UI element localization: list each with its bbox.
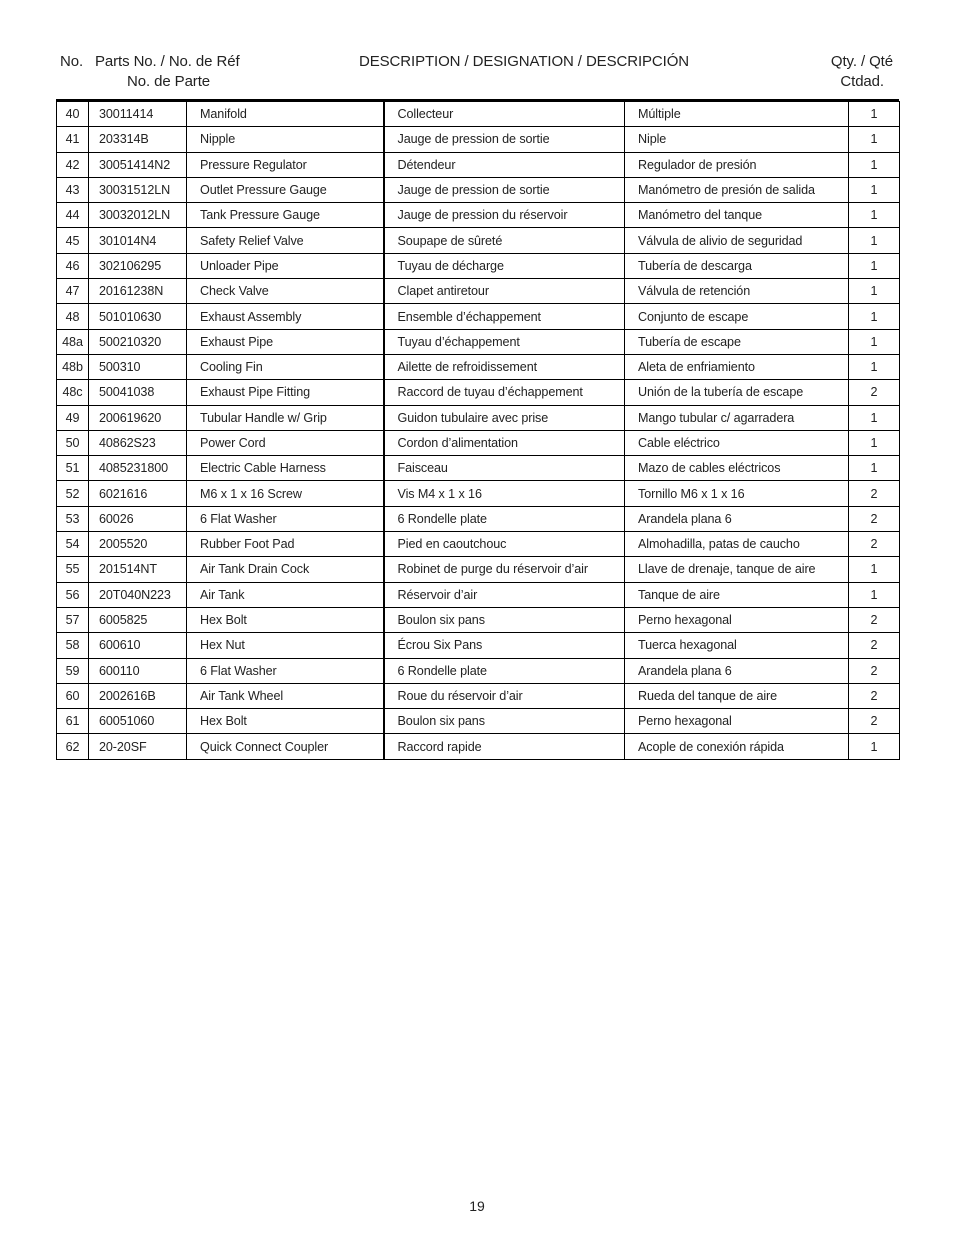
description-es: Cable eléctrico	[625, 430, 849, 455]
page-number: 19	[469, 1198, 485, 1214]
part-number: 60051060	[89, 709, 187, 734]
part-number-index: 49	[57, 405, 89, 430]
description-fr: 6 Rondelle plate	[384, 658, 625, 683]
parts-table	[56, 101, 900, 760]
table-row	[57, 304, 900, 329]
part-number-index: 62	[57, 734, 89, 759]
description-es: Tornillo M6 x 1 x 16	[625, 481, 849, 506]
table-row	[57, 456, 900, 481]
table-row	[57, 380, 900, 405]
part-number-index: 57	[57, 607, 89, 632]
description-es: Válvula de retención	[625, 279, 849, 304]
description-fr: Clapet antiretour	[384, 279, 625, 304]
description-en: Hex Nut	[187, 633, 384, 658]
description-en: Cooling Fin	[187, 354, 384, 379]
description-en: Air Tank Wheel	[187, 683, 384, 708]
description-en: Check Valve	[187, 279, 384, 304]
part-number: 500310	[89, 354, 187, 379]
table-row	[57, 582, 900, 607]
quantity: 2	[849, 633, 900, 658]
part-number-index: 45	[57, 228, 89, 253]
quantity: 1	[849, 734, 900, 759]
part-number-index: 52	[57, 481, 89, 506]
description-es: Perno hexagonal	[625, 709, 849, 734]
description-fr: Raccord rapide	[384, 734, 625, 759]
quantity: 1	[849, 177, 900, 202]
part-number-index: 41	[57, 127, 89, 152]
description-es: Mazo de cables eléctricos	[625, 456, 849, 481]
description-en: M6 x 1 x 16 Screw	[187, 481, 384, 506]
part-number: 20161238N	[89, 279, 187, 304]
quantity: 2	[849, 709, 900, 734]
description-fr: Roue du réservoir d’air	[384, 683, 625, 708]
quantity: 1	[849, 127, 900, 152]
description-en: Hex Bolt	[187, 709, 384, 734]
part-number-index: 48c	[57, 380, 89, 405]
part-number: 2005520	[89, 532, 187, 557]
part-number: 40862S23	[89, 430, 187, 455]
part-number-index: 42	[57, 152, 89, 177]
description-fr: Jauge de pression de sortie	[384, 127, 625, 152]
quantity: 1	[849, 203, 900, 228]
part-number-index: 46	[57, 253, 89, 278]
part-number: 30032012LN	[89, 203, 187, 228]
quantity: 1	[849, 102, 900, 127]
part-number: 30011414	[89, 102, 187, 127]
table-row	[57, 506, 900, 531]
part-number: 600110	[89, 658, 187, 683]
part-number: 50041038	[89, 380, 187, 405]
description-es: Manómetro de presión de salida	[625, 177, 849, 202]
description-fr: Pied en caoutchouc	[384, 532, 625, 557]
part-number-index: 48b	[57, 354, 89, 379]
table-row	[57, 607, 900, 632]
part-number: 600610	[89, 633, 187, 658]
table-row	[57, 127, 900, 152]
description-es: Regulador de presión	[625, 152, 849, 177]
part-number-index: 61	[57, 709, 89, 734]
table-row	[57, 329, 900, 354]
description-en: Manifold	[187, 102, 384, 127]
description-es: Mango tubular c/ agarradera	[625, 405, 849, 430]
quantity: 2	[849, 506, 900, 531]
description-fr: Ailette de refroidissement	[384, 354, 625, 379]
table-row	[57, 405, 900, 430]
description-en: Tank Pressure Gauge	[187, 203, 384, 228]
quantity: 2	[849, 532, 900, 557]
quantity: 1	[849, 228, 900, 253]
description-es: Arandela plana 6	[625, 506, 849, 531]
part-number: 301014N4	[89, 228, 187, 253]
table-row	[57, 279, 900, 304]
description-es: Múltiple	[625, 102, 849, 127]
part-number-index: 48	[57, 304, 89, 329]
part-number: 500210320	[89, 329, 187, 354]
part-number-index: 59	[57, 658, 89, 683]
description-fr: Tuyau d’échappement	[384, 329, 625, 354]
part-number: 30031512LN	[89, 177, 187, 202]
header-description: DESCRIPTION / DESIGNATION / DESCRIPCIÓN	[359, 53, 690, 70]
header-no: No.	[60, 53, 84, 70]
part-number-index: 58	[57, 633, 89, 658]
table-row	[57, 203, 900, 228]
description-en: Exhaust Pipe	[187, 329, 384, 354]
quantity: 1	[849, 405, 900, 430]
description-en: 6 Flat Washer	[187, 506, 384, 531]
description-en: Electric Cable Harness	[187, 456, 384, 481]
description-fr: Boulon six pans	[384, 607, 625, 632]
header-parts-no: Parts No. / No. de Réf	[95, 53, 240, 70]
description-fr: Vis M4 x 1 x 16	[384, 481, 625, 506]
quantity: 2	[849, 658, 900, 683]
description-es: Niple	[625, 127, 849, 152]
part-number-index: 50	[57, 430, 89, 455]
table-row	[57, 633, 900, 658]
description-en: Rubber Foot Pad	[187, 532, 384, 557]
part-number: 203314B	[89, 127, 187, 152]
quantity: 1	[849, 354, 900, 379]
description-fr: Jauge de pression du réservoir	[384, 203, 625, 228]
description-en: Exhaust Assembly	[187, 304, 384, 329]
description-es: Conjunto de escape	[625, 304, 849, 329]
description-en: Outlet Pressure Gauge	[187, 177, 384, 202]
table-row	[57, 709, 900, 734]
description-es: Llave de drenaje, tanque de aire	[625, 557, 849, 582]
quantity: 1	[849, 253, 900, 278]
quantity: 2	[849, 683, 900, 708]
description-es: Tubería de escape	[625, 329, 849, 354]
table-row	[57, 481, 900, 506]
header-qty: Qty. / Qté	[830, 53, 893, 70]
part-number: 6005825	[89, 607, 187, 632]
table-row	[57, 354, 900, 379]
table-row	[57, 683, 900, 708]
description-es: Almohadilla, patas de caucho	[625, 532, 849, 557]
description-en: Quick Connect Coupler	[187, 734, 384, 759]
quantity: 1	[849, 582, 900, 607]
description-en: Pressure Regulator	[187, 152, 384, 177]
description-fr: Faisceau	[384, 456, 625, 481]
part-number-index: 51	[57, 456, 89, 481]
description-fr: Raccord de tuyau d’échappement	[384, 380, 625, 405]
description-fr: Soupape de sûreté	[384, 228, 625, 253]
header-parts-no-es: No. de Parte	[127, 73, 211, 90]
quantity: 2	[849, 380, 900, 405]
table-row	[57, 152, 900, 177]
part-number: 302106295	[89, 253, 187, 278]
quantity: 2	[849, 607, 900, 632]
description-fr: Jauge de pression de sortie	[384, 177, 625, 202]
part-number-index: 56	[57, 582, 89, 607]
description-en: Nipple	[187, 127, 384, 152]
quantity: 2	[849, 481, 900, 506]
description-fr: Collecteur	[384, 102, 625, 127]
table-row	[57, 177, 900, 202]
part-number: 20T040N223	[89, 582, 187, 607]
description-es: Acople de conexión rápida	[625, 734, 849, 759]
description-es: Arandela plana 6	[625, 658, 849, 683]
description-en: Safety Relief Valve	[187, 228, 384, 253]
part-number: 6021616	[89, 481, 187, 506]
description-en: Hex Bolt	[187, 607, 384, 632]
description-es: Tanque de aire	[625, 582, 849, 607]
table-row	[57, 102, 900, 127]
quantity: 1	[849, 456, 900, 481]
quantity: 1	[849, 430, 900, 455]
part-number: 30051414N2	[89, 152, 187, 177]
description-es: Rueda del tanque de aire	[625, 683, 849, 708]
description-en: Tubular Handle w/ Grip	[187, 405, 384, 430]
part-number: 200619620	[89, 405, 187, 430]
quantity: 1	[849, 279, 900, 304]
description-fr: Écrou Six Pans	[384, 633, 625, 658]
description-fr: Guidon tubulaire avec prise	[384, 405, 625, 430]
part-number: 60026	[89, 506, 187, 531]
description-en: Exhaust Pipe Fitting	[187, 380, 384, 405]
description-en: Air Tank Drain Cock	[187, 557, 384, 582]
description-en: Unloader Pipe	[187, 253, 384, 278]
part-number-index: 44	[57, 203, 89, 228]
description-es: Válvula de alivio de seguridad	[625, 228, 849, 253]
table-row	[57, 532, 900, 557]
parts-table-body	[57, 102, 900, 760]
description-fr: Tuyau de décharge	[384, 253, 625, 278]
part-number-index: 55	[57, 557, 89, 582]
description-es: Tubería de descarga	[625, 253, 849, 278]
description-es: Perno hexagonal	[625, 607, 849, 632]
description-es: Tuerca hexagonal	[625, 633, 849, 658]
part-number-index: 48a	[57, 329, 89, 354]
description-fr: Robinet de purge du réservoir d’air	[384, 557, 625, 582]
description-fr: Réservoir d’air	[384, 582, 625, 607]
table-row	[57, 734, 900, 759]
description-es: Aleta de enfriamiento	[625, 354, 849, 379]
description-es: Manómetro del tanque	[625, 203, 849, 228]
table-row	[57, 253, 900, 278]
description-en: 6 Flat Washer	[187, 658, 384, 683]
part-number-index: 43	[57, 177, 89, 202]
part-number: 4085231800	[89, 456, 187, 481]
part-number: 501010630	[89, 304, 187, 329]
header-qty-es: Ctdad.	[840, 73, 884, 90]
description-fr: Cordon d’alimentation	[384, 430, 625, 455]
description-fr: Ensemble d’échappement	[384, 304, 625, 329]
part-number: 201514NT	[89, 557, 187, 582]
part-number: 2002616B	[89, 683, 187, 708]
quantity: 1	[849, 329, 900, 354]
description-en: Air Tank	[187, 582, 384, 607]
description-en: Power Cord	[187, 430, 384, 455]
part-number-index: 54	[57, 532, 89, 557]
quantity: 1	[849, 557, 900, 582]
table-row	[57, 228, 900, 253]
part-number-index: 53	[57, 506, 89, 531]
description-fr: 6 Rondelle plate	[384, 506, 625, 531]
quantity: 1	[849, 152, 900, 177]
part-number: 20-20SF	[89, 734, 187, 759]
part-number-index: 60	[57, 683, 89, 708]
description-es: Unión de la tubería de escape	[625, 380, 849, 405]
description-fr: Boulon six pans	[384, 709, 625, 734]
table-row	[57, 658, 900, 683]
table-row	[57, 430, 900, 455]
part-number-index: 47	[57, 279, 89, 304]
quantity: 1	[849, 304, 900, 329]
description-fr: Détendeur	[384, 152, 625, 177]
part-number-index: 40	[57, 102, 89, 127]
table-row	[57, 557, 900, 582]
